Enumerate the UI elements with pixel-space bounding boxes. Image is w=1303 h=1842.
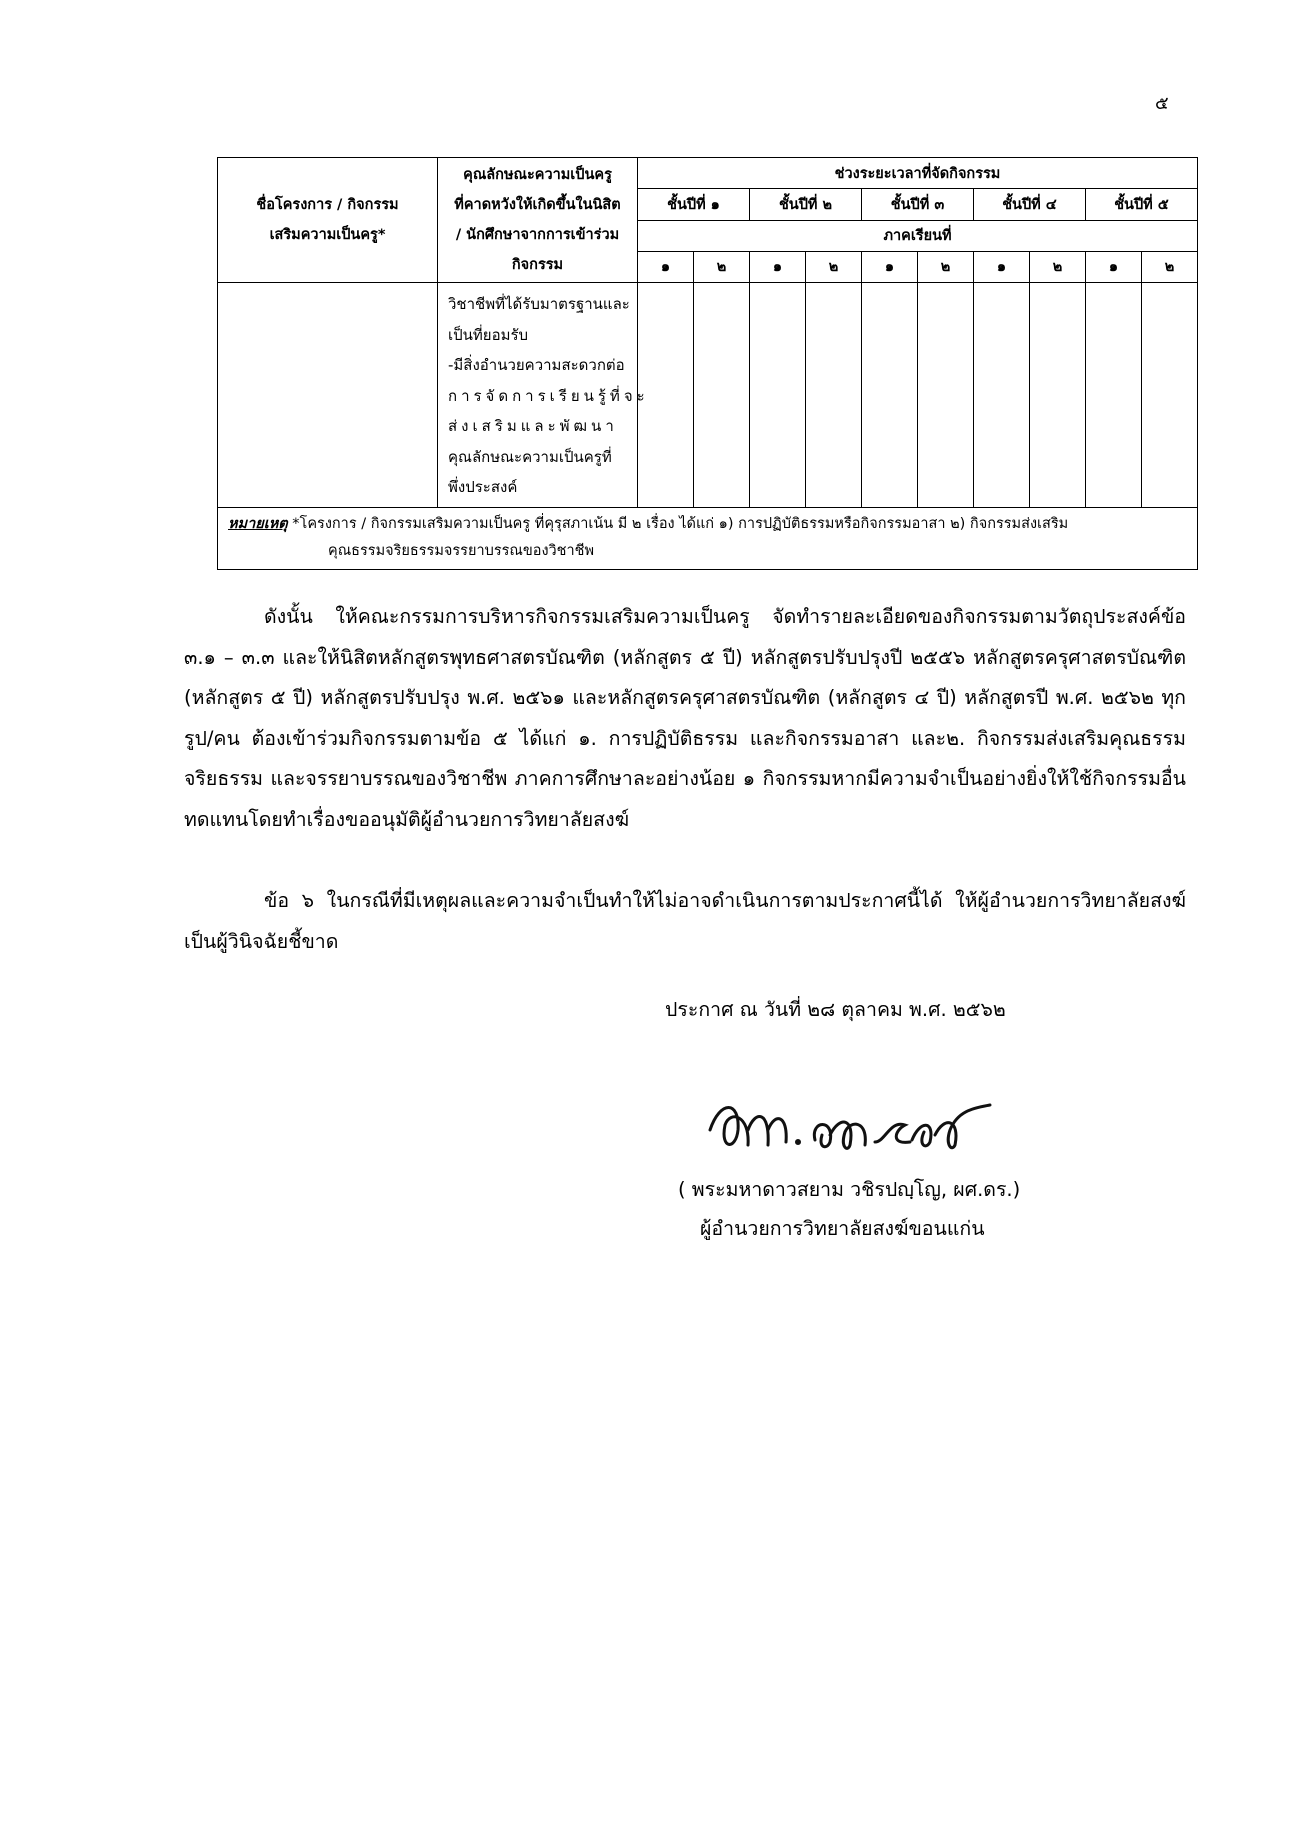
year-header: ชั้นปีที่ ๒: [750, 189, 862, 220]
semester-header: ๒: [694, 251, 750, 282]
semester-header: ๑: [638, 251, 694, 282]
trait-header-line: กิจกรรม: [511, 257, 564, 273]
body-paragraph-2: [184, 881, 1186, 962]
year-header: ชั้นปีที่ ๑: [638, 189, 750, 220]
semester-header: ๑: [974, 251, 1030, 282]
trait-column-header: [438, 158, 638, 283]
schedule-cell: [974, 283, 1030, 508]
schedule-cell: [862, 283, 918, 508]
schedule-cell: [1086, 283, 1142, 508]
trait-line: วิชาชีพที่ได้รับมาตรฐานและ: [448, 295, 630, 313]
schedule-cell: [694, 283, 750, 508]
period-header: ช่วงระยะเวลาที่จัดกิจกรรม: [638, 158, 1198, 189]
remark-cell: [218, 507, 1198, 569]
schedule-cell: [918, 283, 974, 508]
trait-line: คุณลักษณะความเป็นครูที่: [448, 447, 612, 466]
schedule-cell: [750, 283, 806, 508]
name-column-header: [218, 158, 438, 283]
trait-line: พึ่งประสงค์: [448, 478, 518, 496]
trait-cell: [438, 283, 649, 508]
schedule-cell: [806, 283, 862, 508]
semester-header: ๒: [1142, 251, 1198, 282]
body-paragraph-1: [184, 597, 1186, 840]
semester-header: ๒: [806, 251, 862, 282]
name-header-line: เสริมความเป็นครู*: [269, 227, 386, 243]
schedule-cell: [1030, 283, 1086, 508]
remark-label: หมายเหตุ: [228, 515, 288, 532]
trait-line: การจัดการเรียนรู้ที่จะ: [448, 386, 649, 405]
remark-text-continued: คุณธรรมจริยธรรมจรรยาบรรณของวิชาชีพ: [328, 542, 595, 559]
semester-header: ๒: [918, 251, 974, 282]
trait-line: เป็นที่ยอมรับ: [448, 325, 529, 344]
paragraph-text: ดังนั้น ให้คณะกรรมการบริหารกิจกรรมเสริมความเป็นครู จัดทำรายละเอียดของกิจกรรมตามวัตถุประสงค์ข้อ ๓.๑ – ๓.๓ และให้นิสิตหลักสูตรพุทธศาสตรบัณฑิต (หลักสูตร ๕ ปี) หลักสูตรปรับปรุงปี ๒๕๕๖ หลักสูตรครุศาสตรบัณฑิต (หลักสูตร ๕ ปี) หลักสูตรปรับปรุง พ.ศ. ๒๕๖๑ และหลักสูตรครุศาสตรบัณฑิต (หลักสูตร ๔ ปี) หลักสูตรปี พ.ศ. ๒๕๖๒ ทุกรูป/คน ต้องเข้าร่วมกิจกรรมตามข้อ ๕ ได้แก่ ๑. การปฏิบัติธรรม และกิจกรรมอาสา และ๒. กิจกรรมส่งเสริมคุณธรรม จริยธรรม และจรรยาบรรณของวิชาชีพ ภาคการศึกษาละอย่างน้อย ๑ กิจกรรมหากมีความจำเป็นอย่างยิ่งให้ใช้กิจกรรมอื่นทดแทนโดยทำเรื่องขออนุมัติผู้อำนวยการวิทยาลัยสงฆ์: [184, 605, 1186, 831]
activity-table: [217, 157, 1198, 570]
semester-header: ๒: [1030, 251, 1086, 282]
handwritten-signature: [700, 1090, 1020, 1168]
announcement-date: ประกาศ ณ วันที่ ๒๘ ตุลาคม พ.ศ. ๒๕๖๒: [665, 998, 1006, 1021]
semester-header: ๑: [862, 251, 918, 282]
semester-title: ภาคเรียนที่: [638, 220, 1198, 251]
remark-text: *โครงการ / กิจกรรมเสริมความเป็นครู ที่คุรุสภาเน้น มี ๒ เรื่อง ได้แก่ ๑) การปฏิบัติธรรมหรือกิจกรรมอาสา ๒) กิจกรรมส่งเสริม: [292, 515, 1069, 532]
signer-title: ผู้อำนวยการวิทยาลัยสงฆ์ขอนแก่น: [700, 1217, 985, 1240]
page-number: ๕: [1155, 93, 1169, 114]
trait-line: ส่งเสริมและพัฒนา: [448, 417, 618, 435]
year-header: ชั้นปีที่ ๕: [1086, 189, 1198, 220]
trait-header-line: คุณลักษณะความเป็นครู: [463, 167, 612, 183]
name-header-line: ชื่อโครงการ / กิจกรรม: [256, 197, 399, 213]
paragraph-text: ข้อ ๖ ในกรณีที่มีเหตุผลและความจำเป็นทำให้ไม่อาจดำเนินการตามประกาศนี้ได้ ให้ผู้อำนวยการวิทยาลัยสงฆ์เป็นผู้วินิจฉัยชี้ขาด: [184, 889, 1186, 953]
table-row: [218, 283, 1198, 508]
trait-line: -มีสิ่งอำนวยความสะดวกต่อ: [448, 356, 625, 374]
signer-name: ( พระมหาดาวสยาม วชิรปญฺโญ, ผศ.ดร.): [678, 1178, 1021, 1201]
schedule-cell: [1142, 283, 1198, 508]
semester-header: ๑: [750, 251, 806, 282]
year-header: ชั้นปีที่ ๓: [862, 189, 974, 220]
year-header: ชั้นปีที่ ๔: [974, 189, 1086, 220]
semester-header: ๑: [1086, 251, 1142, 282]
trait-header-line: ที่คาดหวังให้เกิดขึ้นในนิสิต: [454, 197, 621, 213]
project-name-cell: [218, 283, 438, 508]
trait-header-line: / นักศึกษาจากการเข้าร่วม: [455, 227, 620, 243]
